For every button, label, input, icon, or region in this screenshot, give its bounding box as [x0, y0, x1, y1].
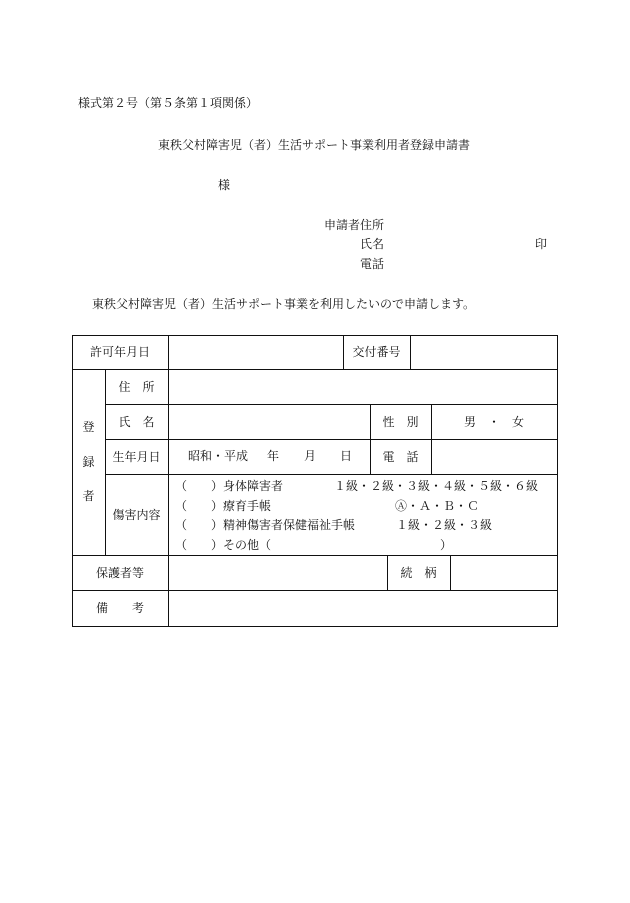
birth-date-year-label: 年 [267, 449, 280, 463]
applicant-address-label: 申請者住所 [324, 218, 385, 232]
relationship-label: 続 柄 [400, 565, 437, 580]
birth-date-label: 生年月日 [112, 449, 161, 464]
disability-check-bracket: （ ） [175, 499, 224, 513]
registrant-label-char: 者 [82, 489, 95, 504]
application-statement: 東秩父村障害児（者）生活サポート事業を利用したいので申請します。 [92, 297, 476, 311]
disability-item [168, 499, 557, 513]
disability-item-grades: １級・２級・３級・４級・５級・６級 [334, 479, 539, 493]
phone-field [431, 439, 557, 474]
addressee-suffix: 様 [218, 178, 231, 192]
registration-table [72, 335, 558, 627]
disability-item-label: その他（ [223, 538, 272, 552]
registrant-label-char: 登 [82, 420, 95, 435]
birth-date-field [168, 439, 370, 474]
issue-number-label: 交付番号 [352, 345, 401, 359]
registrant-label [72, 369, 105, 555]
form-number: 様式第２号（第５条第１項関係） [78, 96, 259, 110]
registrant-label-char: 録 [82, 454, 95, 469]
disability-item-grades: Ⓐ・Ａ・Ｂ・Ｃ [395, 499, 480, 513]
gender-options: 男 ・ 女 [463, 414, 524, 429]
name-label: 氏 名 [118, 414, 155, 429]
disability-check-bracket: （ ） [175, 479, 224, 493]
phone-label: 電 話 [382, 449, 419, 464]
permit-date-field [168, 335, 343, 369]
disability-item [168, 479, 557, 493]
name-field [168, 404, 370, 439]
disability-check-bracket: （ ） [175, 518, 224, 532]
remarks-field [168, 590, 557, 626]
disability-label: 傷害内容 [112, 507, 161, 522]
birth-date-era: 昭和・平成 [188, 449, 249, 463]
disability-item-label: 身体障害者 [223, 479, 284, 493]
issue-number-field [410, 335, 557, 369]
applicant-seal-label: 印 [535, 237, 548, 251]
disability-item [168, 518, 557, 532]
birth-date-month-label: 月 [304, 449, 317, 463]
disability-details [168, 474, 557, 555]
applicant-name-label: 氏名 [360, 237, 385, 251]
guardian-field [168, 555, 387, 590]
disability-check-bracket: （ ） [175, 538, 224, 552]
form-title: 東秩父村障害児（者）生活サポート事業利用者登録申請書 [158, 138, 471, 152]
permit-date-label: 許可年月日 [89, 345, 150, 359]
relationship-field [450, 555, 557, 590]
guardian-label: 保護者等 [95, 565, 144, 580]
address-field [168, 369, 557, 404]
applicant-phone-label: 電話 [360, 257, 385, 271]
remarks-label: 備 考 [95, 601, 144, 615]
disability-item-label: 精神傷害者保健福祉手帳 [223, 518, 356, 532]
disability-item-grades: １級・２級・３級 [396, 518, 493, 532]
birth-date-day-label: 日 [340, 449, 353, 463]
table-rule [72, 626, 558, 627]
table-rule [557, 335, 558, 627]
gender-label: 性 別 [382, 414, 419, 429]
address-label: 住 所 [118, 379, 155, 394]
disability-item [168, 538, 557, 552]
disability-item-close-paren: ） [440, 538, 453, 552]
disability-item-label: 療育手帳 [223, 499, 272, 513]
